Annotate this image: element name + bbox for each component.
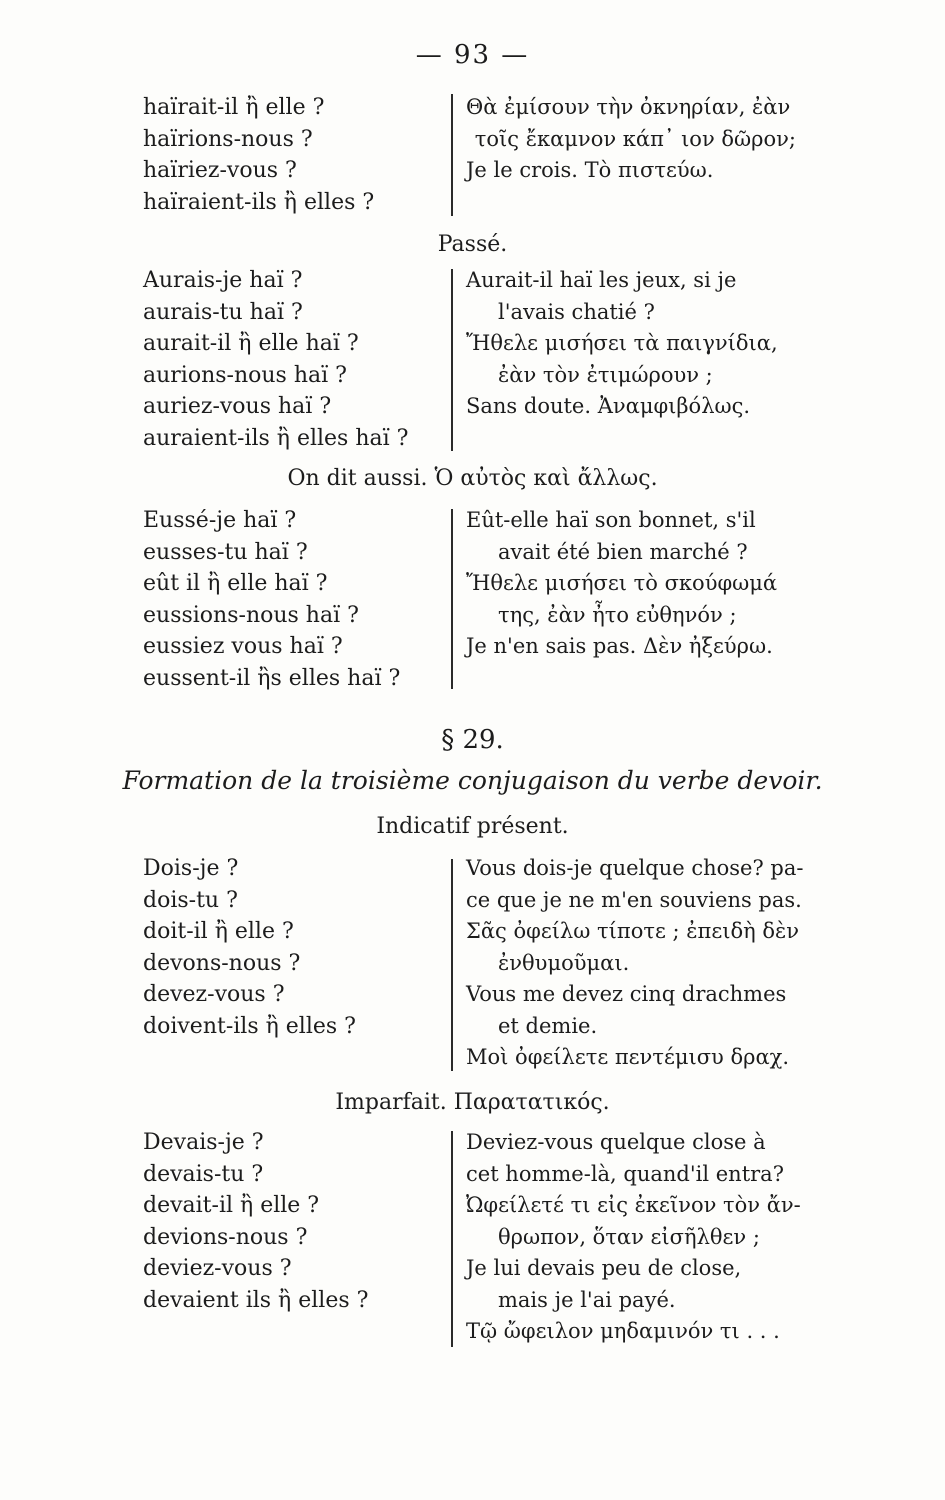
left-column	[143, 1127, 368, 1316]
conjugation-line: eusses-tu haï ?	[143, 539, 308, 565]
conjugation-line: haïriez-vous ?	[143, 158, 297, 183]
left-column	[143, 505, 400, 694]
conjugation-line: eussent-il ἢs elles haï ?	[143, 665, 401, 691]
conjugation-line: deviez-vous ?	[143, 1256, 292, 1281]
heading-passe: Passé.	[437, 232, 508, 257]
column-divider	[451, 269, 453, 451]
column-divider	[451, 1131, 453, 1347]
example-line: Θὰ ἐμίσουν τὴν ὀκνηρίαν, ἐὰν	[466, 95, 791, 119]
column-divider	[451, 94, 453, 216]
conjugation-line: eussions-nous haï ?	[143, 602, 359, 628]
example-line: Μοὶ ὀφείλετε πεντέμισυ δραχ.	[466, 1045, 790, 1069]
example-line: Sans doute. Ἀναμφιβόλως.	[466, 394, 751, 418]
example-line: ἐνθυμοῦμαι.	[498, 950, 630, 975]
column-divider	[451, 859, 453, 1071]
conjugation-line: aurait-il ἢ elle haï ?	[143, 331, 359, 356]
conjugation-line: aurais-tu haï ?	[143, 299, 303, 325]
example-line: et demie.	[498, 1013, 598, 1038]
conjugation-line: dois-tu ?	[143, 887, 238, 913]
left-column	[143, 92, 374, 218]
example-line: avait été bien marché ?	[498, 539, 748, 564]
example-line: Deviez-vous quelque close à	[466, 1130, 766, 1154]
example-line: Aurait-il haï les jeux, si je	[466, 268, 737, 292]
conjugation-line: auriez-vous haï ?	[143, 394, 332, 419]
left-column	[143, 853, 356, 1042]
example-line: Je n'en sais pas. Δὲν ἠξεύρω.	[466, 634, 773, 658]
example-line: cet homme-là, quand'il entra?	[466, 1161, 784, 1186]
conjugation-line: auraient-ils ἢ elles haï ?	[143, 425, 409, 451]
conjugation-line: haïrions-nous ?	[143, 126, 313, 152]
heading-indicatif-present: Indicatif présent.	[376, 814, 569, 839]
example-line: Eût-elle haï son bonnet, s'il	[466, 508, 756, 532]
left-column	[143, 265, 408, 454]
example-line: Je lui devais peu de close,	[466, 1256, 742, 1280]
example-line: της, ἐὰν ἦτο εὐθηνόν ;	[498, 602, 737, 627]
conjugation-line: devais-tu ?	[143, 1161, 264, 1187]
example-line: τοῖς ἔκαμνον κάπ᾽ ιον δῶρον;	[474, 126, 796, 151]
example-line: θρωπον, ὅταν εἰσῆλθεν ;	[498, 1224, 760, 1249]
conjugation-line: devaient ils ἢ elles ?	[143, 1287, 369, 1313]
conjugation-line: aurions-nous haï ?	[143, 362, 347, 388]
conjugation-line: haïraient-ils ἢ elles ?	[143, 189, 375, 215]
conjugation-line: devait-il ἢ elle ?	[143, 1193, 320, 1218]
conjugation-line: eût il ἢ elle haï ?	[143, 571, 328, 596]
conjugation-line: devons-nous ?	[143, 950, 301, 976]
conjugation-line: Aurais-je haï ?	[143, 268, 303, 293]
conjugation-line: Dois-je ?	[143, 856, 239, 881]
heading-imparfait: Imparfait. Παρατατικός.	[335, 1090, 610, 1115]
example-line: Τῷ ὤφειλον μηδαμινόν τι . . .	[466, 1319, 780, 1343]
heading-on-dit-aussi: On dit aussi. Ὁ αὐτὸς καὶ ἄλλως.	[287, 466, 658, 491]
example-line: Ὠφείλετέ τι εἰς ἐκεῖνον τὸν ἄν-	[466, 1193, 801, 1217]
example-line: Vous dois-je quelque chose? pa-	[466, 856, 804, 880]
right-column	[466, 853, 804, 1074]
conjugation-line: Devais-je ?	[143, 1130, 264, 1155]
example-line: Vous me devez cinq drachmes	[466, 982, 787, 1006]
example-line: ἐὰν τὸν ἐτιμώρουν ;	[498, 362, 713, 387]
conjugation-line: doit-il ἢ elle ?	[143, 919, 294, 944]
formation-title: Formation de la troisième conjugaison du verbe devoir.	[122, 766, 823, 795]
example-line: l'avais chatié ?	[498, 299, 655, 324]
conjugation-line: devions-nous ?	[143, 1224, 308, 1250]
conjugation-line: doivent-ils ἢ elles ?	[143, 1013, 356, 1039]
section-number: § 29.	[441, 725, 504, 755]
example-line: Ἤθελε μισήσει τὰ παιγνίδια,	[466, 331, 778, 355]
example-line: ce que je ne m'en souviens pas.	[466, 887, 802, 912]
conjugation-line: eussiez vous haï ?	[143, 634, 343, 659]
right-column	[466, 265, 796, 423]
example-line: Je le crois. Τὸ πιστεύω.	[466, 158, 714, 182]
conjugation-line: haïrait-il ἢ elle ?	[143, 95, 325, 120]
right-column	[466, 92, 796, 187]
example-line: Σᾶς ὀφείλω τίποτε ; ἐπειδὴ δὲν	[466, 919, 800, 943]
example-line: Ἤθελε μισήσει τὸ σκούφωμά	[466, 571, 778, 595]
column-divider	[451, 509, 453, 689]
right-column	[466, 505, 796, 663]
right-column	[466, 1127, 801, 1348]
conjugation-line: devez-vous ?	[143, 982, 285, 1007]
example-line: mais je l'ai payé.	[498, 1287, 676, 1312]
page-number: — 93 —	[415, 40, 530, 70]
conjugation-line: Eussé-je haï ?	[143, 508, 297, 533]
